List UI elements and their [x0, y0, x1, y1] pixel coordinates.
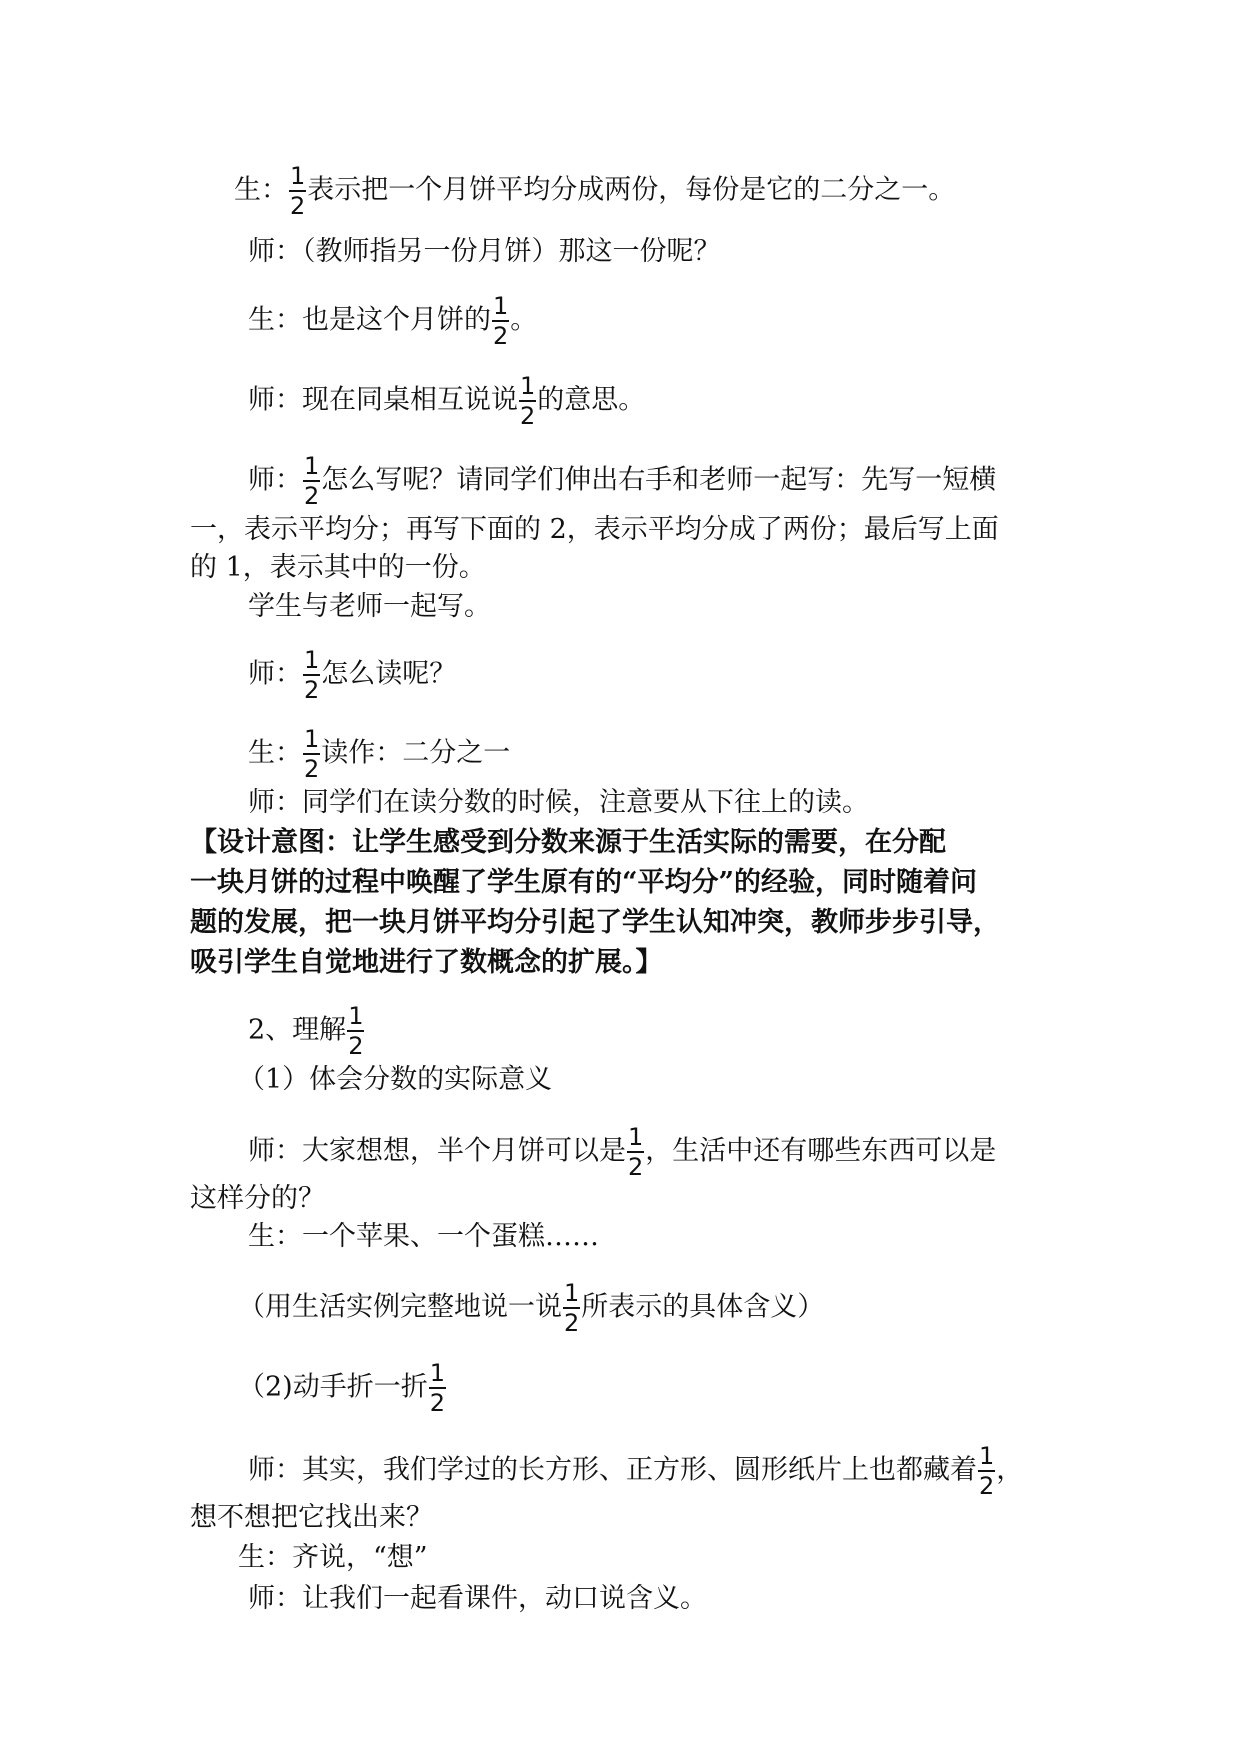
subsection-heading-2: （2)动手折一折 $\frac{1}{2}$	[238, 1359, 445, 1417]
fraction-one-half: $\frac{1}{2}$	[304, 646, 320, 704]
text-line-teacher-4: 师： $\frac{1}{2}$ 怎么读呢？	[248, 646, 457, 704]
text-line-note: （用生活实例完整地说一说 $\frac{1}{2}$ 所表示的具体含义）	[238, 1279, 825, 1337]
text-line-teacher-8: 师：让我们一起看课件，动口说含义。	[248, 1583, 707, 1614]
text-line-teacher-5: 师：同学们在读分数的时候，注意要从下往上的读。	[248, 787, 869, 818]
text-line-teacher-7: 师：其实，我们学过的长方形、正方形、圆形纸片上也都藏着 $\frac{1}{2}$ ，	[248, 1442, 1024, 1500]
fraction-one-half: $\frac{1}{2}$	[429, 1359, 445, 1417]
fraction-one-half: $\frac{1}{2}$	[348, 1002, 364, 1060]
text-line-teacher-3: 师： $\frac{1}{2}$ 怎么写呢？请同学们伸出右手和老师一起写：先写一短横	[248, 452, 997, 510]
text-line-student-1	[234, 164, 955, 218]
text-line-teacher-1: 师：（教师指另一份月饼）那这一份呢？	[248, 236, 721, 267]
text-line-continuation-1: 一，表示平均分；再写下面的 2，表示平均分成了两份；最后写上面	[190, 514, 999, 545]
fraction-one-half: $\frac{1}{2}$	[520, 372, 536, 430]
design-intent-line-1: 【设计意图：让学生感受到分数来源于生活实际的需要，在分配	[190, 827, 946, 858]
text-line-student-2: 生：也是这个月饼的 $\frac{1}{2}$ 。	[248, 292, 538, 350]
section-heading-understand: 2、理解 $\frac{1}{2}$	[248, 1002, 364, 1060]
text-line-continuation-3: 这样分的？	[190, 1183, 325, 1214]
text-line-student-3: 生： $\frac{1}{2}$ 读作：二分之一	[248, 725, 511, 783]
speaker-text: 生：	[234, 174, 288, 206]
fraction-one-half: $\frac{1}{2}$	[493, 292, 509, 350]
fraction-one-half: $\frac{1}{2}$	[628, 1123, 644, 1181]
design-intent-line-3: 题的发展，把一块月饼平均分引起了学生认知冲突，教师步步引导，	[190, 907, 1000, 938]
subsection-heading-1: （1）体会分数的实际意义	[238, 1064, 553, 1095]
fraction-one-half: $\frac{1}{2}$	[979, 1442, 995, 1500]
text-line-student-5: 生：齐说，“想”	[238, 1542, 428, 1573]
fraction-one-half: $\frac{1}{2}$	[304, 452, 320, 510]
design-intent-line-4: 吸引学生自觉地进行了数概念的扩展。】	[190, 947, 663, 978]
text-line-students-write: 学生与老师一起写。	[248, 591, 491, 622]
text-line-continuation-2: 的 1，表示其中的一份。	[190, 552, 486, 583]
fraction-one-half: $\frac{1}{2}$	[290, 162, 306, 220]
line-text: 表示把一个月饼平均分成两份，每份是它的二分之一。	[307, 174, 956, 206]
text-line-student-4: 生：一个苹果、一个蛋糕……	[248, 1221, 599, 1252]
fraction-one-half: $\frac{1}{2}$	[564, 1279, 580, 1337]
fraction-one-half: $\frac{1}{2}$	[304, 725, 320, 783]
design-intent-line-2: 一块月饼的过程中唤醒了学生原有的“平均分”的经验，同时随着问	[190, 867, 978, 898]
text-line-teacher-2: 师：现在同桌相互说说 $\frac{1}{2}$ 的意思。	[248, 372, 646, 430]
text-line-teacher-6: 师：大家想想，半个月饼可以是 $\frac{1}{2}$ ，生活中还有哪些东西可以是	[248, 1123, 997, 1181]
text-line-continuation-4: 想不想把它找出来？	[190, 1502, 433, 1533]
